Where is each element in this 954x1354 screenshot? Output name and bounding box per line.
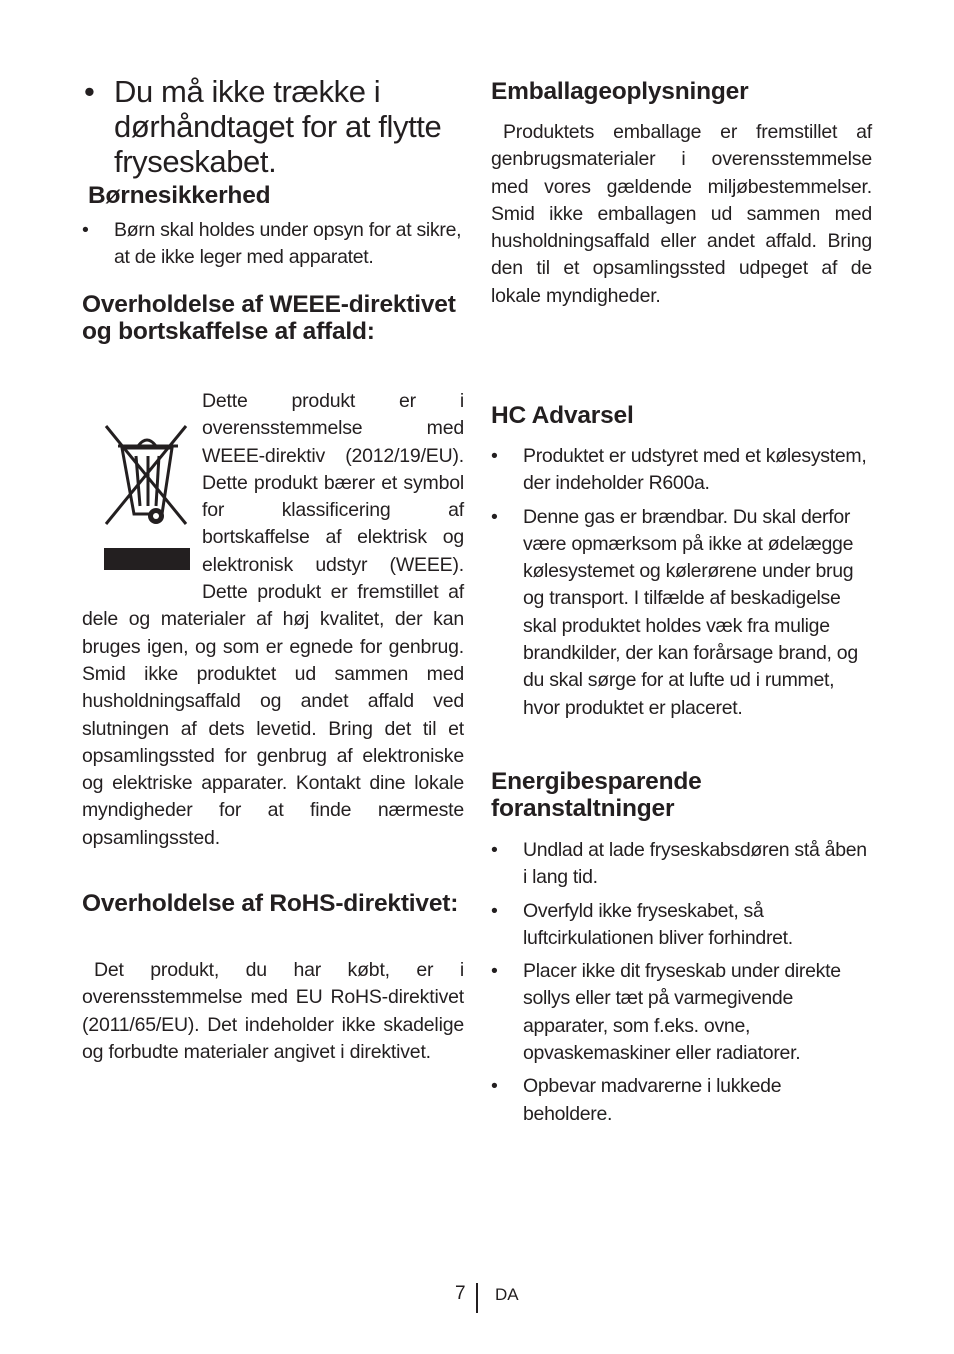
packaging-heading: Emballageoplysninger (491, 78, 749, 105)
weee-paragraph: Dette produkt er i overensstemmelse med WEEE-direktiv (2012/19/EU). Dette produkt bærer et symbol for klassificering af bortskaffelse af elektrisk og elektronisk udstyr (WEEE). Dette produkt er fremstillet af dele og materialer af høj kvalitet, der kan bruges igen, og som er egnede for genbrug. Smid ikke produktet ud sammen med husholdningsaffald og andet affald ved slutningen af dets levetid. Bring det til et opsamlingssted for genbrug af elektroniske og elektriske apparater. Kontakt dine lokale myndigheder for at finde nærmeste opsamlingssted. (82, 390, 464, 849)
child-safety-heading: Børnesikkerhed (88, 182, 271, 209)
icon-float-spacer (82, 388, 202, 588)
energy-list (491, 837, 872, 1128)
weee-heading: Overholdelse af WEEE-direktivet og bortskaffelse af affald: (82, 291, 456, 345)
hc-warning-heading: HC Advarsel (491, 402, 634, 429)
list-item: • Opbevar madvarerne i lukkede beholdere. (491, 1075, 782, 1125)
list-item: • Undlad at lade fryseskabsdøren stå åben i lang tid. (491, 839, 867, 889)
big-bullet-item (82, 74, 496, 179)
bullet-dot: • (84, 74, 95, 109)
list-item: • Denne gas er brændbar. Du skal derfor være opmærksom på ikke at ødelægge kølesystemet og kølerørene under brug og transport. I tilfælde af beskadigelse skal produktet holdes væk fra mulige brandkilder, der kan forårsage brand, og du skal sørge for at lufte ud i rummet, hvor produktet er placeret. (491, 505, 858, 719)
child-safety-list (82, 217, 464, 272)
weee-section (82, 388, 464, 852)
packaging-paragraph: Produktets emballage er fremstillet af genbrugsmaterialer i overensstemmelse med vores gældende miljøbestemmelser. Smid ikke emballagen ud sammen med husholdningsaffald eller andet affald. Bring den til et opsamlingssted udpeget af de lokale myndigheder. (491, 121, 872, 307)
list-item: • Placer ikke dit fryseskab under direkte sollys eller tæt på varmegivende apparater, som f.eks. ovne, opvaskemaskiner eller radiatorer. (491, 960, 841, 1065)
rohs-heading: Overholdelse af RoHS-direktivet: (82, 890, 459, 917)
list-item: • Børn skal holdes under opsyn for at sikre, at de ikke leger med apparatet. (82, 219, 462, 269)
list-item: • Overfyld ikke fryseskabet, så luftcirkulationen bliver forhindret. (491, 899, 793, 949)
page-number: 7 (455, 1283, 466, 1304)
hc-warning-list (491, 443, 872, 722)
language-code: DA (495, 1285, 519, 1304)
footer-divider (476, 1283, 478, 1313)
list-item: • Produktet er udstyret med et kølesystem, der indeholder R600a. (491, 445, 867, 495)
energy-heading: Energibesparende foranstaltninger (491, 768, 702, 822)
big-bullet-text: Du må ikke trække i dørhåndtaget for at flytte fryseskabet. (114, 74, 442, 179)
rohs-paragraph: Det produkt, du har købt, er i overensstemmelse med EU RoHS-direktivet (2011/65/EU). Det indeholder ikke skadelige og forbudte materialer angivet i direktivet. (82, 959, 464, 1063)
